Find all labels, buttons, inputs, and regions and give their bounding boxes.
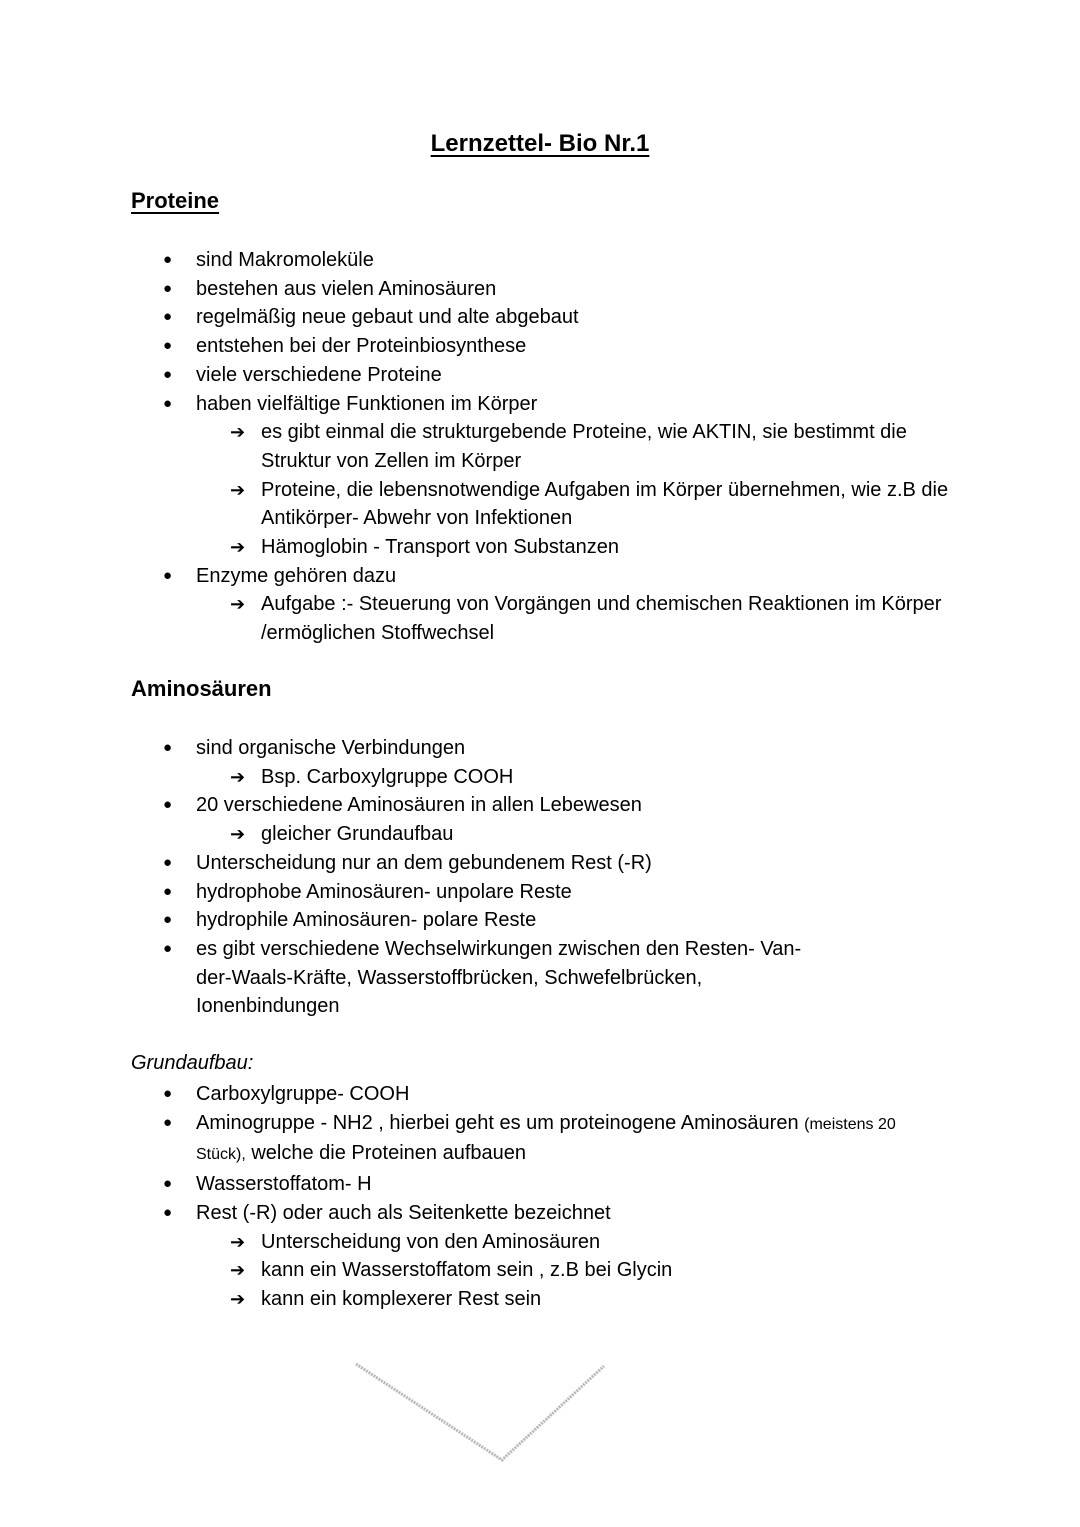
list-item: ● hydrophile Aminosäuren- polare Reste <box>0 906 946 935</box>
sub-list-item: ➔ Hämoglobin - Transport von Substanzen <box>196 533 951 562</box>
sub-list-item: ➔ gleicher Grundaufbau <box>196 820 951 849</box>
enzyme-sublist <box>196 590 946 647</box>
list-item: ● sind Makromoleküle <box>0 246 946 275</box>
sub-list-item: ➔ Proteine, die lebensnotwendige Aufgaben im Körper übernehmen, wie z.B die Antikörper- Abwehr von Infektionen <box>196 476 951 533</box>
chevron-down-icon <box>352 1360 608 1464</box>
list-item-text: sind organische Verbindungen <box>196 737 466 759</box>
list-item: ● regelmäßig neue gebaut und alte abgebaut <box>0 303 946 332</box>
list-item-text: haben vielfältige Funktionen im Körper <box>196 392 538 415</box>
list-item-text: Rest (-R) oder auch als Seitenkette bezeichnet <box>196 1201 611 1224</box>
sub-list-item: ➔ Unterscheidung von den Aminosäuren <box>196 1228 951 1257</box>
subheading-grundaufbau: Grundaufbau: <box>131 1052 254 1074</box>
list-item <box>0 1109 946 1170</box>
list-item-text: 20 verschiedene Aminosäuren in allen Lebewesen <box>196 794 642 817</box>
sub-list <box>196 763 946 792</box>
funktionen-sublist <box>196 418 949 562</box>
proteine-list <box>0 246 1080 648</box>
aminogruppe-note: (meistens 20 Stück), <box>196 1115 896 1164</box>
sub-list-item: ➔ Bsp. Carboxylgruppe COOH <box>196 763 951 792</box>
sub-list-item: ➔ es gibt einmal die strukturgebende Proteine, wie AKTIN, sie bestimmt die Struktur von Zellen im Körper <box>196 418 951 475</box>
section-heading-aminosaeuren: Aminosäuren <box>131 676 272 701</box>
list-item <box>0 562 946 648</box>
list-item: ● Wasserstoffatom- H <box>0 1170 946 1199</box>
list-item <box>0 734 946 791</box>
grundaufbau-list <box>0 1080 1080 1314</box>
list-item <box>0 390 949 562</box>
list-item: ● viele verschiedene Proteine <box>0 361 946 390</box>
sub-list-item: ➔ Aufgabe :- Steuerung von Vorgängen und chemischen Reaktionen im Körper /ermöglichen Stoffwechsel <box>196 590 951 647</box>
list-item: ● hydrophobe Aminosäuren- unpolare Reste <box>0 878 946 907</box>
list-item <box>0 1199 946 1314</box>
list-item: ● Unterscheidung nur an dem gebundenem Rest (-R) <box>0 849 946 878</box>
list-item: ● entstehen bei der Proteinbiosynthese <box>0 332 946 361</box>
aminogruppe-end: welche die Proteinen aufbauen <box>245 1142 527 1165</box>
sub-list <box>196 820 946 849</box>
rest-sublist <box>196 1228 946 1314</box>
aminosaeuren-list <box>0 734 1080 1021</box>
aminogruppe-text: Aminogruppe - NH2 , hierbei geht es um proteinogene Aminosäuren <box>196 1111 799 1134</box>
page-title: Lernzettel- Bio Nr.1 <box>430 130 650 157</box>
sub-list-item: ➔ kann ein Wasserstoffatom sein , z.B bei Glycin <box>196 1256 951 1285</box>
section-heading-proteine: Proteine <box>131 188 220 213</box>
sub-list-item: ➔ kann ein komplexerer Rest sein <box>196 1285 951 1314</box>
list-item: ● es gibt verschiedene Wechselwirkungen zwischen den Resten- Van-der-Waals-Kräfte, Wasserstoffbrücken, Schwefelbrücken, Ionenbindungen <box>0 935 816 1021</box>
list-item: ● Carboxylgruppe- COOH <box>0 1080 946 1109</box>
list-item <box>0 791 946 848</box>
list-item-text: Enzyme gehören dazu <box>196 564 397 587</box>
list-item: ● bestehen aus vielen Aminosäuren <box>0 275 946 304</box>
